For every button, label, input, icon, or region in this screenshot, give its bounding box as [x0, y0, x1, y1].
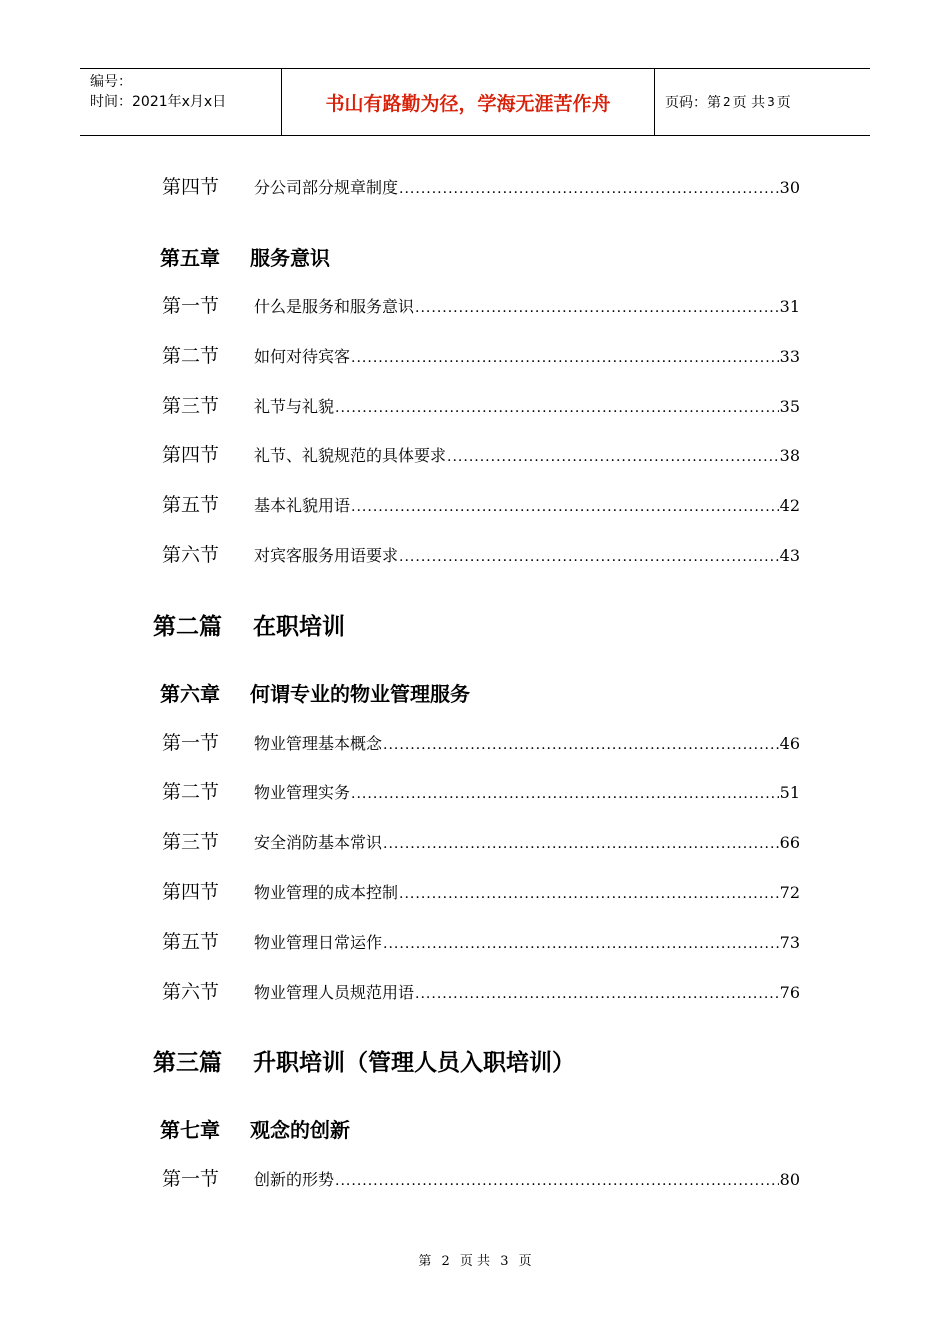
toc-section-title: 安全消防基本常识 — [254, 833, 383, 852]
toc-section-label: 第四节 — [162, 444, 220, 466]
toc-leader-dots — [351, 350, 779, 366]
toc-part-label: 第三篇 — [153, 1050, 222, 1076]
toc-page-number: 46 — [779, 734, 800, 753]
toc-section-row — [162, 490, 800, 517]
toc-section-row — [162, 440, 800, 467]
toc-leader-dots — [447, 449, 779, 465]
toc-chapter-title: 何谓专业的物业管理服务 — [250, 682, 470, 706]
toc-chapter-row — [160, 1114, 350, 1143]
toc-leader-dots — [415, 986, 779, 1002]
toc-section-title: 物业管理的成本控制 — [254, 883, 399, 902]
page-mid: 页 共 — [732, 95, 766, 111]
toc-part-label: 第二篇 — [153, 614, 222, 640]
toc-section-title: 物业管理实务 — [254, 783, 351, 802]
page-current: 2 — [723, 95, 731, 109]
toc-leader-dots — [383, 737, 779, 753]
toc-page-number: 35 — [779, 397, 800, 416]
footer-suffix: 页 — [518, 1254, 532, 1269]
toc-page-number: 30 — [779, 178, 800, 197]
toc-chapter-row — [160, 678, 470, 707]
toc-leader-dots — [383, 836, 779, 852]
toc-chapter-title: 服务意识 — [250, 246, 330, 270]
toc-section-row — [162, 341, 800, 368]
toc-section-row — [162, 977, 800, 1004]
toc-leader-dots — [399, 886, 779, 902]
header-page-info — [655, 69, 870, 135]
toc-leader-dots — [383, 936, 779, 952]
toc-chapter-label: 第五章 — [160, 246, 220, 270]
toc-part-row — [153, 1044, 575, 1077]
toc-chapter-title: 观念的创新 — [250, 1118, 350, 1142]
footer-current: 2 — [441, 1254, 450, 1269]
toc-leader-dots — [335, 400, 779, 416]
toc-chapter-row — [160, 242, 330, 271]
footer-total: 3 — [500, 1254, 509, 1269]
toc-section-title: 礼节、礼貌规范的具体要求 — [254, 446, 447, 465]
toc-page-number: 38 — [779, 446, 800, 465]
page-header — [80, 68, 870, 136]
toc-section-label: 第五节 — [162, 931, 220, 953]
toc-leader-dots — [335, 1173, 779, 1189]
toc-page-number: 72 — [779, 883, 800, 902]
toc-part-title: 在职培训 — [253, 614, 345, 640]
toc-leader-dots — [415, 300, 779, 316]
toc-section-title: 什么是服务和服务意识 — [254, 297, 415, 316]
toc-leader-dots — [351, 786, 779, 802]
toc-page-number: 73 — [779, 933, 800, 952]
page-footer — [0, 1250, 950, 1269]
toc-section-label: 第四节 — [162, 176, 220, 198]
toc-section-title: 创新的形势 — [254, 1170, 335, 1189]
toc-leader-dots — [351, 499, 779, 515]
toc-section-row — [162, 540, 800, 567]
toc-page-number: 43 — [779, 546, 800, 565]
header-meta — [80, 69, 282, 135]
toc-section-row — [162, 391, 800, 418]
header-motto: 书山有路勤为径，学海无涯苦作舟 — [282, 69, 655, 135]
toc-part-title: 升职培训（管理人员入职培训） — [253, 1050, 575, 1076]
toc-chapter-label: 第七章 — [160, 1118, 220, 1142]
toc-section-label: 第五节 — [162, 494, 220, 516]
toc-section-title: 如何对待宾客 — [254, 347, 351, 366]
footer-prefix: 第 — [418, 1254, 432, 1269]
toc-section-label: 第六节 — [162, 981, 220, 1003]
footer-mid: 页 共 — [459, 1254, 491, 1269]
toc-section-label: 第一节 — [162, 295, 220, 317]
toc-page-number: 31 — [779, 297, 800, 316]
toc-section-row — [162, 777, 800, 804]
toc-page-number: 76 — [779, 983, 800, 1002]
toc-section-row — [162, 728, 800, 755]
toc-section-title: 礼节与礼貌 — [254, 397, 335, 416]
toc-section-label: 第六节 — [162, 544, 220, 566]
toc-page-number: 33 — [779, 347, 800, 366]
toc-section-row — [162, 927, 800, 954]
toc-section-title: 基本礼貌用语 — [254, 496, 351, 515]
toc-section-label: 第一节 — [162, 732, 220, 754]
toc-section-title: 物业管理基本概念 — [254, 734, 383, 753]
toc-section-label: 第二节 — [162, 345, 220, 367]
toc-chapter-label: 第六章 — [160, 682, 220, 706]
toc-section-label: 第三节 — [162, 395, 220, 417]
page-prefix: 页码：第 — [665, 95, 721, 111]
toc-section-title: 对宾客服务用语要求 — [254, 546, 399, 565]
page-total: 3 — [767, 95, 775, 109]
page-suffix: 页 — [776, 95, 791, 111]
toc-section-row — [162, 1164, 800, 1191]
toc-page-number: 51 — [779, 783, 800, 802]
toc-section-title: 物业管理日常运作 — [254, 933, 383, 952]
toc-part-row — [153, 608, 345, 641]
toc-page-number: 42 — [779, 496, 800, 515]
toc-page-number: 66 — [779, 833, 800, 852]
toc-leader-dots — [399, 549, 779, 565]
toc-section-label: 第四节 — [162, 881, 220, 903]
toc-section-row — [162, 172, 800, 199]
toc-section-row — [162, 827, 800, 854]
toc-leader-dots — [399, 181, 779, 197]
toc-page-number: 80 — [779, 1170, 800, 1189]
toc-section-row — [162, 877, 800, 904]
toc-section-label: 第二节 — [162, 781, 220, 803]
number-label: 编号： — [90, 74, 132, 90]
toc-section-title: 物业管理人员规范用语 — [254, 983, 415, 1002]
toc-section-title: 分公司部分规章制度 — [254, 178, 399, 197]
toc-section-label: 第一节 — [162, 1168, 220, 1190]
toc-section-label: 第三节 — [162, 831, 220, 853]
date-label: 时间：2021年x月x日 — [90, 94, 227, 110]
toc-section-row — [162, 291, 800, 318]
